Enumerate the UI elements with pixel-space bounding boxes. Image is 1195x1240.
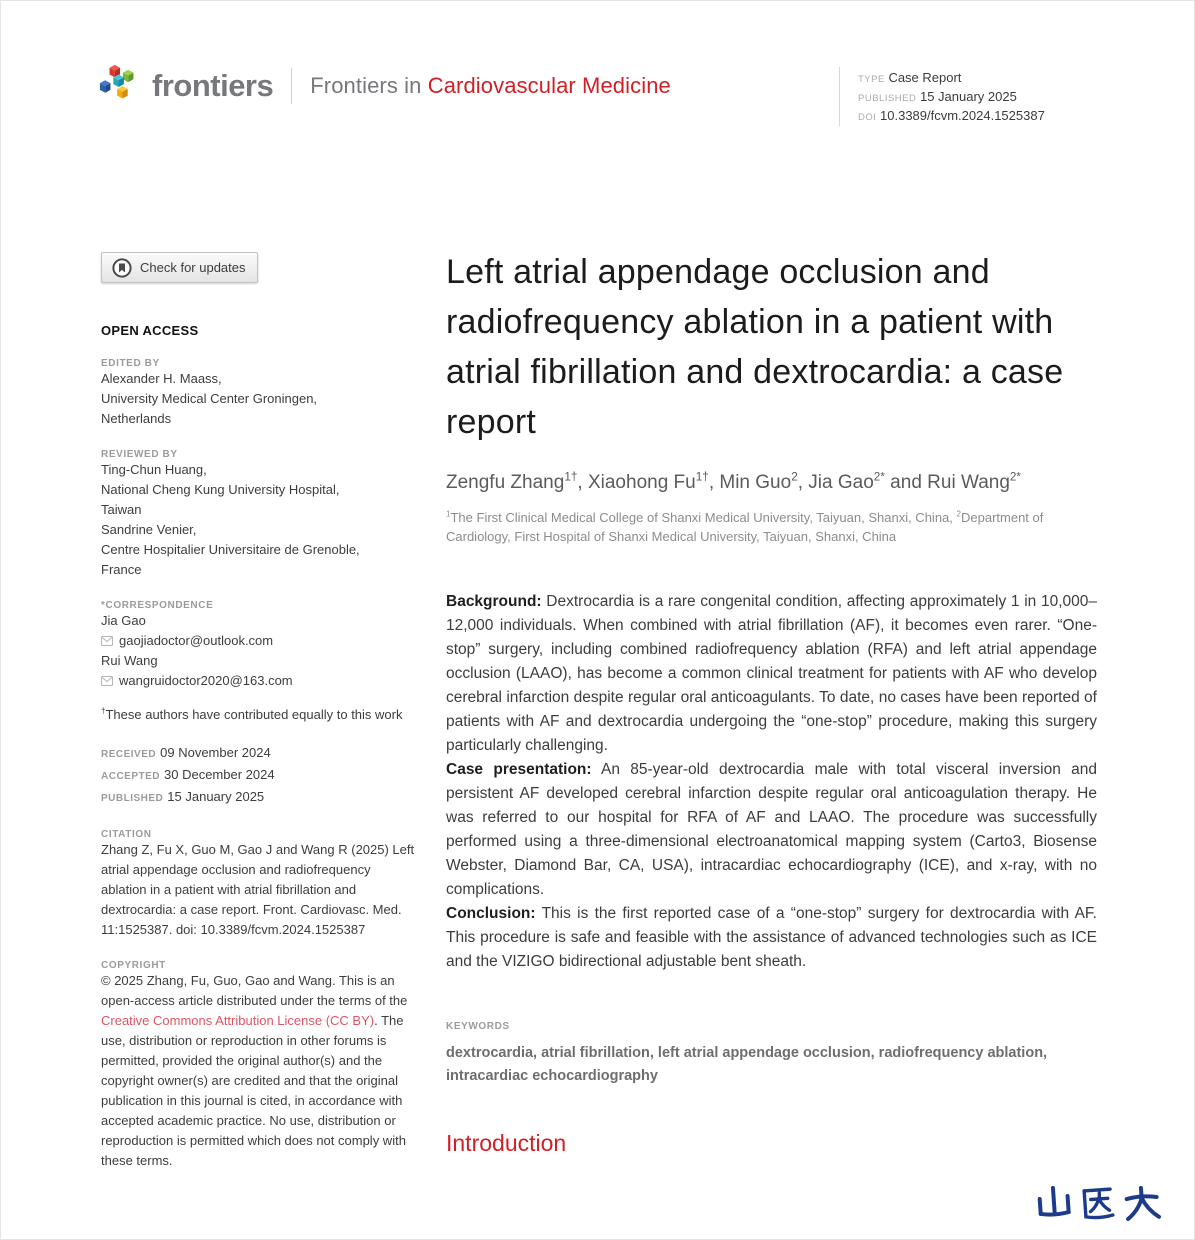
article-title: Left atrial appendage occlusion and radiofrequency ablation in a patient with atrial fibrillation and dextrocardia: a case report — [446, 253, 1064, 441]
correspondence-label: *CORRESPONDENCE — [101, 600, 214, 611]
reviewed-by-text: Ting-Chun Huang, National Cheng Kung University Hospital, Taiwan Sandrine Venier, Centre Hospitalier Universitaire de Grenoble, France — [101, 462, 360, 577]
author: Min Guo$^2$, — [719, 470, 809, 493]
cc-by-license-link[interactable]: Creative Commons Attribution License (CC BY) — [101, 1013, 375, 1028]
abstract-conclusion: Conclusion: This is the first reported case of a “one-stop” surgery for dextrocardia with AF. This procedure is safe and feasible with the assistance of advanced technologies such as ICE and the VIZIGO bidirectional adjustable bent sheath. — [446, 905, 1097, 970]
calligraphy-yi-icon — [1077, 1180, 1120, 1227]
email-link[interactable]: gaojiadoctor@outlook.com — [119, 633, 274, 648]
crossmark-icon — [112, 258, 132, 278]
keywords-label: KEYWORDS — [446, 1021, 510, 1032]
published-date: PUBLISHED 15 January 2025 — [101, 789, 265, 804]
author: Xiaohong $Fu^{1\dagger}$, — [587, 470, 720, 493]
article-meta — [839, 67, 1045, 126]
email-link[interactable]: wangruidoctor2020@163.com — [119, 673, 293, 688]
keywords-text: dextrocardia, atrial fibrillation, left atrial appendage occlusion, radiofrequency ablation, intracardiac echocardiography — [446, 1045, 1048, 1084]
edited-by-text: Alexander H. Maass, University Medical Center Groningen, Netherlands — [101, 371, 318, 426]
open-access-label: OPEN ACCESS — [101, 323, 199, 338]
shanxi-medical-university-watermark — [1034, 1181, 1162, 1225]
abstract — [446, 590, 1097, 974]
copyright-label: COPYRIGHT — [101, 960, 166, 971]
frontiers-logo-icon — [98, 61, 144, 111]
abstract-background: Background: Dextrocardia is a rare congenital condition, affecting approximately 1 in 10,000–12,000 individuals. When combined with atrial fibrillation (AF), it becomes even rarer. “One-stop” surgery, including combined radiofrequency ablation (RFA) and left atrial appendage occlusion (LAAO), has become a common clinical treatment for patients with AF who develop cerebral infarction despite regular oral anticoagulants. To date, no cases have been reported of patients with AF and dextrocardia undergoing the “one-stop” procedure, making this surgery particularly challenging. — [446, 593, 1097, 754]
header-divider — [291, 68, 292, 104]
edited-by-label: EDITED BY — [101, 358, 160, 369]
citation-text: Zhang Z, Fu X, Guo M, Gao J and Wang R (2025) Left atrial appendage occlusion and radiofrequency ablation in a patient with atrial fibrillation and dextrocardia: a case report. Front. Cardiovasc. Med. 11:1525387. doi: 10.3389/fcvm.2024.1525387 — [101, 842, 415, 937]
journal-title — [310, 73, 671, 99]
envelope-icon — [101, 636, 113, 646]
author: Rui Wang$^{2*}$ — [927, 470, 1022, 493]
journal-header — [98, 61, 671, 111]
journal-name: Cardiovascular Medicine — [427, 73, 671, 98]
abstract-case: Case presentation: An 85-year-old dextrocardia male with total visceral inversion and persistent AF developed cerebral infarction despite regular oral anticoagulation therapy. He was referred to our hospital for RFA of AF and LAAO. The procedure was successfully performed using a three-dimensional electroanatomical mapping system (Carto3, Biosense Webster, Diamond Bar, CA, USA), intracardiac echocardiography (ICE), and x-ray, with no complications. — [446, 761, 1097, 898]
article-sidebar — [101, 252, 416, 1171]
check-for-updates-label: Check for updates — [140, 260, 246, 275]
author-list — [446, 468, 1097, 497]
meta-doi: DOI 10.3389/fcvm.2024.1525387 — [858, 108, 1045, 123]
correspondent-email-row — [101, 631, 416, 651]
article-dates — [101, 743, 416, 809]
introduction-heading: Introduction — [446, 1130, 567, 1156]
author: Zengfu Zhang$^{1\dagger}$, — [446, 470, 588, 493]
correspondence-block — [101, 611, 416, 691]
accepted-date: ACCEPTED 30 December 2024 — [101, 767, 275, 782]
reviewed-by-label: REVIEWED BY — [101, 449, 178, 460]
envelope-icon — [101, 676, 113, 686]
affiliations: $^1$The First Clinical Medical College of Shanxi Medical University, Taiyuan, Shanxi, China, $^2$Department of Cardiology, First Hospital of Shanxi Medical University, Taiyuan, Shanxi, China — [446, 509, 1044, 544]
copyright-text: © 2025 Zhang, Fu, Guo, Gao and Wang. This is an open-access article distributed under the terms of the Creative Commons Attribution License (CC BY). The use, distribution or reproduction in other forums is permitted, provided the original author(s) and the copyright owner(s) are credited and that the original publication in this journal is cited, in accordance with accepted academic practice. No use, distribution or reproduction is permitted which does not comply with these terms. — [101, 973, 408, 1168]
meta-published: PUBLISHED 15 January 2025 — [858, 89, 1017, 104]
journal-prefix: Frontiers in — [310, 73, 422, 98]
citation-label: CITATION — [101, 829, 152, 840]
article-main — [446, 247, 1097, 1157]
meta-type: TYPE Case Report — [858, 70, 962, 85]
equal-contribution-note: †These authors have contributed equally to this work — [101, 706, 403, 722]
correspondent-email-row — [101, 671, 416, 691]
received-date: RECEIVED 09 November 2024 — [101, 745, 271, 760]
calligraphy-shan-icon — [1033, 1180, 1076, 1227]
correspondent-name: Rui Wang — [101, 653, 158, 668]
check-for-updates-button[interactable] — [101, 252, 258, 283]
frontiers-brand: frontiers — [152, 68, 274, 103]
author: Jia Gao$^{2*}$ and — [808, 470, 928, 493]
correspondent-name: Jia Gao — [101, 613, 146, 628]
calligraphy-da-icon — [1121, 1180, 1164, 1227]
